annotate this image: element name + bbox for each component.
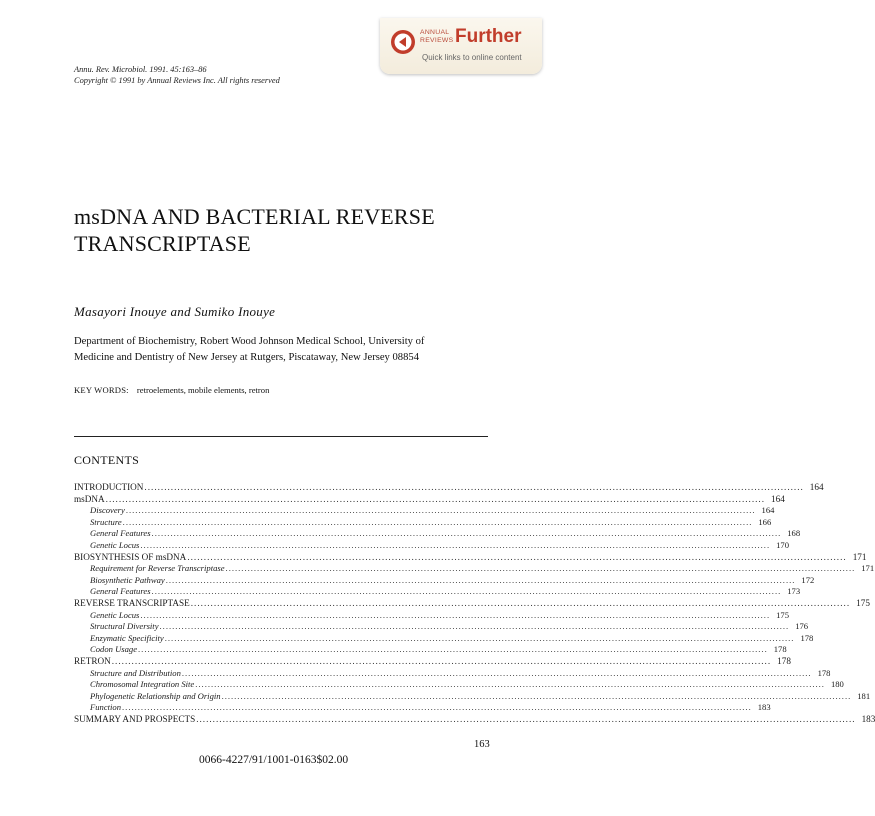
toc-leader-dots: ........................................................................................................................................................................................................ <box>138 644 768 655</box>
divider <box>74 436 488 437</box>
toc-entry[interactable] <box>74 702 771 714</box>
toc-entry-page: 175 <box>856 597 870 608</box>
toc-leader-dots: ........................................................................................................................................................................................................ <box>196 713 856 724</box>
toc-entry-label: Genetic Locus <box>90 609 140 620</box>
toc-entry-label: Enzymatic Specificity <box>90 632 164 643</box>
toc-entry-label: RETRON <box>74 655 111 666</box>
toc-entry[interactable] <box>74 609 789 622</box>
toc-entry[interactable] <box>74 655 791 668</box>
toc-entry[interactable] <box>74 644 787 656</box>
toc-entry-label: INTRODUCTION <box>74 482 144 492</box>
toc-entry-page: 176 <box>795 621 809 632</box>
toc-entry-page: 171 <box>852 551 867 562</box>
toc-leader-dots: ........................................................................................................................................................................................................ <box>221 690 852 701</box>
toc-leader-dots: ........................................................................................................................................................................................................ <box>151 528 782 539</box>
toc-entry-page: 172 <box>801 574 815 585</box>
toc-entry-page: 178 <box>773 644 787 655</box>
toc-entry-label: Structure <box>90 516 122 527</box>
keywords <box>74 385 269 395</box>
citation-line: Annu. Rev. Microbiol. 1991. 45:163–86 <box>74 65 207 74</box>
toc-entry-page: 168 <box>787 528 801 539</box>
toc-entry-page: 183 <box>861 713 875 724</box>
toc-entry[interactable] <box>74 574 815 587</box>
toc-entry-page: 175 <box>776 609 789 620</box>
play-circle-icon <box>390 29 416 55</box>
toc-leader-dots: ........................................................................................................................................................................................................ <box>122 516 753 527</box>
toc-leader-dots: ........................................................................................................................................................................................................ <box>122 702 752 713</box>
toc-leader-dots: ........................................................................................................................................................................................................ <box>225 563 856 574</box>
toc-entry-label: General Features <box>90 528 151 539</box>
copyright-line: Copyright © 1991 by Annual Reviews Inc. All rights reserved <box>74 76 280 85</box>
toc-entry-label: Biosynthetic Pathway <box>90 574 165 585</box>
toc-entry-page: 178 <box>817 667 831 678</box>
toc-entry-label: BIOSYNTHESIS OF msDNA <box>74 551 187 562</box>
banner-subtitle: Quick links to online content <box>422 53 522 62</box>
toc-entry[interactable] <box>74 679 844 691</box>
toc-leader-dots: ........................................................................................................................................................................................................ <box>151 586 782 597</box>
toc-entry-label: Phylogenetic Relationship and Origin <box>90 690 221 701</box>
toc-leader-dots: ........................................................................................................................................................................................................ <box>140 609 771 620</box>
toc-entry-label: REVERSE TRANSCRIPTASE <box>74 597 190 608</box>
toc-entry-page: 181 <box>857 690 871 701</box>
journal-citation <box>74 64 280 86</box>
toc-leader-dots: ........................................................................................................................................................................................................ <box>195 679 825 690</box>
toc-entry[interactable] <box>74 690 871 703</box>
toc-entry[interactable] <box>74 505 775 517</box>
toc-leader-dots: ........................................................................................................................................................................................................ <box>164 632 795 643</box>
toc-entry-label: Function <box>90 702 122 713</box>
further-banner[interactable] <box>380 18 542 74</box>
toc-entry-label: Structure and Distribution <box>90 667 181 678</box>
keywords-terms: retroelements, mobile elements, retron <box>136 385 270 395</box>
affiliation: Department of Biochemistry, Robert Wood Johnson Medical School, University of Medicine and Dentistry of New Jersey at Rutgers, Piscataway, New Jersey 08854 <box>74 336 425 363</box>
toc-entry[interactable] <box>74 667 831 680</box>
toc-entry-page: 164 <box>761 505 775 516</box>
toc-entry[interactable] <box>74 597 870 610</box>
toc-entry-page: 164 <box>771 493 785 504</box>
toc-leader-dots: ........................................................................................................................................................................................................ <box>181 667 812 678</box>
article-title: msDNA AND BACTERIAL REVERSE TRANSCRIPTASE <box>74 204 435 256</box>
footer-code: 0066-4227/91/1001-0163$02.00 <box>199 754 349 766</box>
toc-entry[interactable] <box>74 621 809 633</box>
authors: Masayori Inouye and Sumiko Inouye <box>74 304 276 319</box>
toc-entry[interactable] <box>74 563 875 575</box>
toc-entry[interactable] <box>74 493 785 506</box>
toc-entry-label: SUMMARY AND PROSPECTS <box>74 713 196 724</box>
page-number: 163 <box>474 739 490 750</box>
toc-leader-dots: ........................................................................................................................................................................................................ <box>165 574 796 585</box>
table-of-contents <box>74 482 875 725</box>
toc-leader-dots: ........................................................................................................................................................................................................ <box>125 505 756 516</box>
toc-leader-dots: ........................................................................................................................................................................................................ <box>144 482 804 492</box>
toc-entry-page: 178 <box>777 655 791 666</box>
toc-leader-dots: ........................................................................................................................................................................................................ <box>105 493 766 504</box>
toc-entry-label: General Features <box>90 586 151 597</box>
toc-leader-dots: ........................................................................................................................................................................................................ <box>190 597 851 608</box>
toc-leader-dots: ........................................................................................................................................................................................................ <box>159 621 790 632</box>
keywords-label: KEY WORDS: <box>74 385 129 395</box>
toc-entry-page: 171 <box>861 563 875 574</box>
toc-entry-label: Codon Usage <box>90 644 138 655</box>
toc-entry-page: 166 <box>758 516 772 527</box>
toc-entry[interactable] <box>74 586 801 598</box>
toc-entry[interactable] <box>74 528 801 540</box>
toc-entry-label: Requirement for Reverse Transcriptase <box>90 563 225 574</box>
toc-entry[interactable] <box>74 551 867 564</box>
toc-entry-label: Structural Diversity <box>90 621 159 632</box>
toc-entry-label: Chromosomal Integration Site <box>90 679 195 690</box>
toc-entry-page: 173 <box>787 586 801 597</box>
contents-heading: CONTENTS <box>74 453 140 467</box>
toc-entry[interactable] <box>74 539 789 552</box>
toc-entry[interactable] <box>74 516 772 529</box>
toc-entry[interactable] <box>74 482 824 494</box>
banner-title: Further <box>455 26 522 47</box>
toc-entry-page: 164 <box>809 482 824 492</box>
banner-publisher: ANNUAL REVIEWS <box>420 29 454 44</box>
toc-entry-page: 170 <box>776 539 789 550</box>
toc-leader-dots: ........................................................................................................................................................................................................ <box>111 655 772 666</box>
toc-entry-page: 183 <box>757 702 771 713</box>
toc-entry-page: 178 <box>800 632 814 643</box>
toc-entry-page: 180 <box>830 679 844 690</box>
toc-entry-label: Discovery <box>90 505 125 516</box>
toc-entry[interactable] <box>74 713 875 726</box>
toc-entry[interactable] <box>74 632 814 645</box>
toc-leader-dots: ........................................................................................................................................................................................................ <box>140 539 771 550</box>
toc-entry-label: msDNA <box>74 493 105 504</box>
toc-entry-label: Genetic Locus <box>90 539 140 550</box>
toc-leader-dots: ........................................................................................................................................................................................................ <box>187 551 847 562</box>
